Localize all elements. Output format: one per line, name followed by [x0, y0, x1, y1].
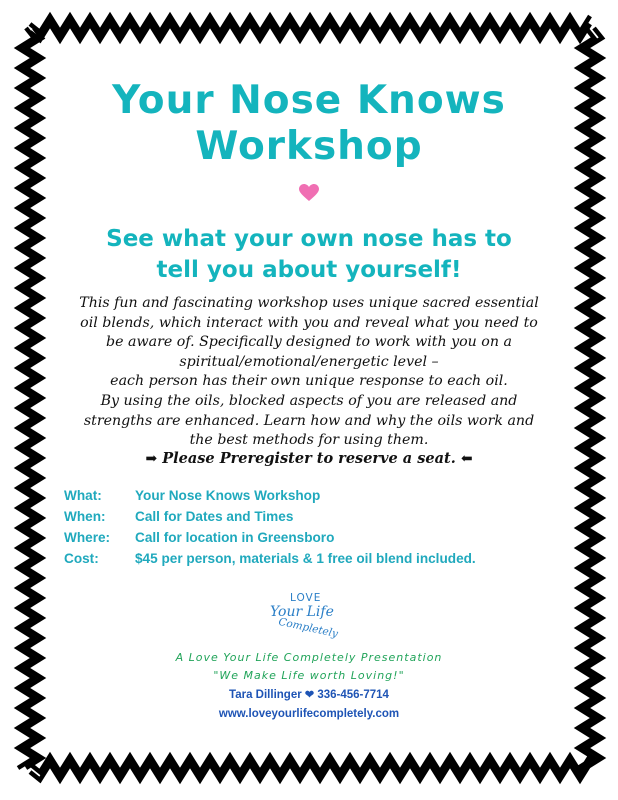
flyer-subtitle: [44, 224, 574, 286]
detail-value: $45 per person, materials & 1 free oil blend included.: [135, 551, 476, 566]
description-line: the best methods for using them.: [189, 432, 429, 449]
description-line: strengths are enhanced. Learn how and why the oils work and: [83, 412, 535, 429]
description-line: This fun and fascinating workshop uses unique sacred essential: [79, 295, 539, 311]
detail-label: Where:: [64, 530, 111, 545]
detail-label: What:: [64, 488, 102, 503]
footer: [44, 649, 574, 724]
detail-value: Call for Dates and Times: [135, 509, 294, 524]
detail-value: Your Nose Knows Workshop: [135, 488, 321, 503]
logo-love-text: LOVE: [290, 592, 322, 604]
flyer-title: [44, 78, 574, 170]
detail-row-cost: [64, 551, 564, 572]
subtitle-line-1: See what your own nose has to: [106, 226, 512, 252]
description-line: each person has their own unique response to each oil.: [110, 373, 508, 390]
detail-value: Call for location in Greensboro: [135, 530, 335, 545]
contact-name: Tara Dillinger: [229, 689, 302, 701]
title-line-2: Workshop: [195, 124, 423, 169]
flyer: [44, 44, 574, 744]
event-details: [64, 488, 564, 572]
heart-icon: ❤: [304, 689, 315, 701]
contact-phone: 336-456-7714: [317, 689, 389, 701]
logo-completely-text: Completely: [277, 615, 339, 641]
website-link[interactable]: www.loveyourlifecompletely.com: [218, 708, 400, 720]
arrow-left-icon: ⬅: [460, 451, 473, 467]
description-line: spiritual/emotional/energetic level –: [179, 353, 439, 370]
detail-row-when: [64, 509, 564, 530]
title-line-1: Your Nose Knows: [112, 78, 506, 123]
preregister-text: Please Preregister to reserve a seat.: [162, 450, 456, 467]
detail-label: Cost:: [64, 551, 99, 566]
preregister-note: [44, 450, 574, 467]
presentation-credit: A Love Your Life Completely Presentation: [175, 651, 443, 664]
description-line: By using the oils, blocked aspects of you are released and: [100, 392, 518, 409]
detail-label: When:: [64, 509, 106, 524]
arrow-right-icon: ➡: [145, 451, 158, 467]
motto: "We Make Life worth Loving!": [213, 669, 405, 682]
detail-row-where: [64, 530, 564, 551]
logo-your-life-text: Your Life: [270, 604, 334, 620]
subtitle-line-2: tell you about yourself!: [156, 257, 462, 283]
description-line: oil blends, which interact with you and reveal what you need to: [80, 314, 538, 331]
brand-logo: [262, 592, 358, 652]
detail-row-what: [64, 488, 564, 509]
heart-icon: [299, 184, 319, 202]
contact-line: [44, 686, 574, 705]
description: [44, 294, 574, 451]
description-line: be aware of. Specifically designed to work with you on a: [106, 334, 512, 351]
